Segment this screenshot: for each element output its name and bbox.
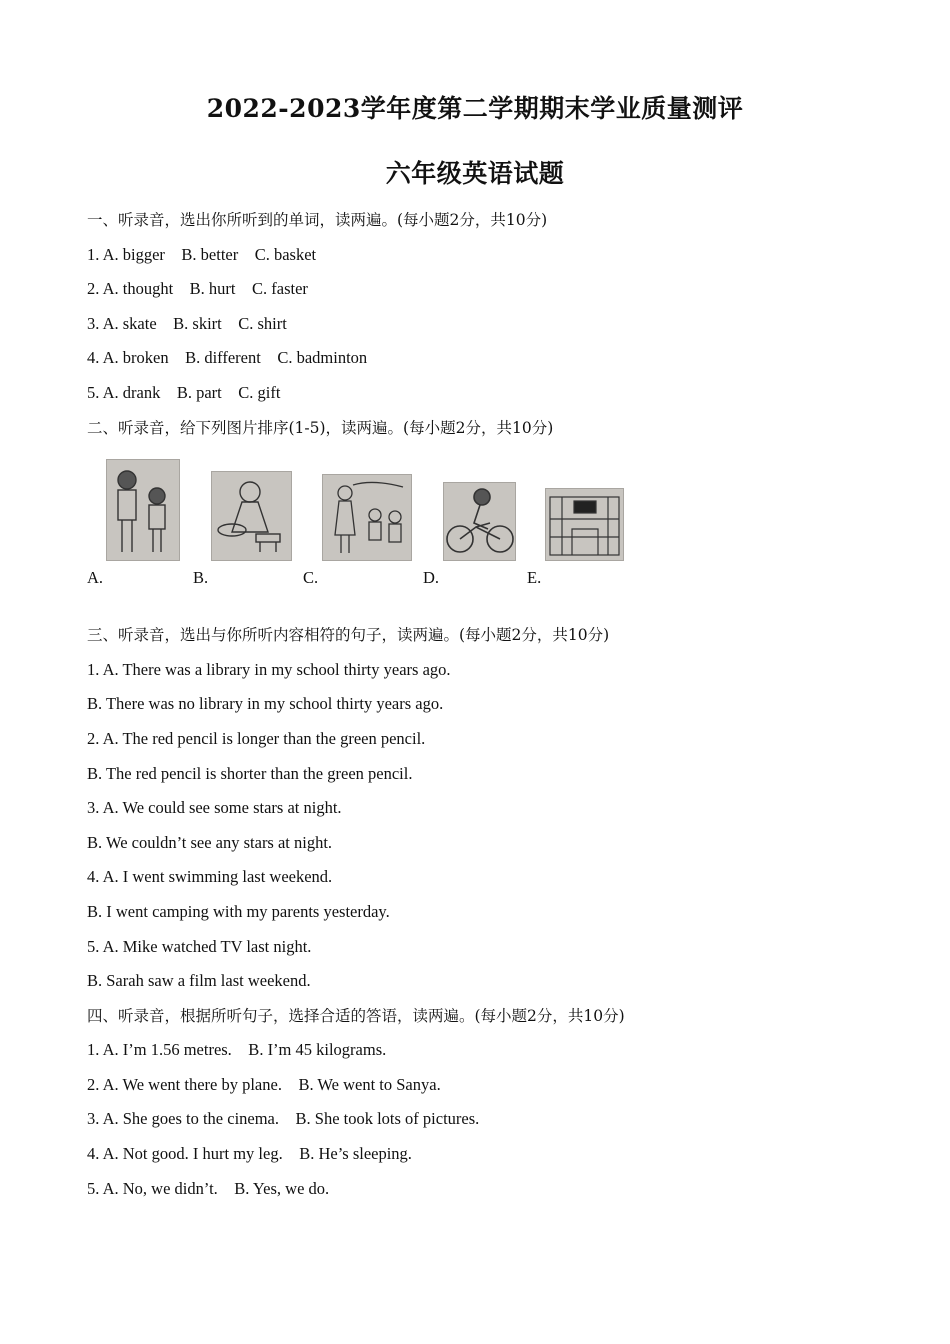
question-line: 4. A. I went swimming last weekend. <box>87 867 333 887</box>
question-line: 4. A. Not good. I hurt my leg. B. He’s sleeping. <box>87 1144 412 1164</box>
picture-label-e: E. <box>527 568 542 588</box>
question-line: B. The red pencil is shorter than the green pencil. <box>87 763 413 783</box>
question-line: 3. A. She goes to the cinema. B. She took lots of pictures. <box>87 1109 480 1129</box>
question-line: 3. A. skate B. skirt C. shirt <box>87 313 287 333</box>
teacher-and-children-picture <box>322 474 412 561</box>
section2-heading: 二、听录音，给下列图片排序(1-5)，读两遍。(每小题2分，共10分) <box>87 418 554 437</box>
question-line: 1. A. There was a library in my school thirty years ago. <box>87 659 451 679</box>
question-line: 4. A. broken B. different C. badminton <box>87 348 368 368</box>
exam-content <box>87 203 887 1206</box>
girl-washing-clothes-picture <box>211 471 292 561</box>
picture-label-a: A. <box>87 568 104 588</box>
two-boys-standing-picture <box>106 459 180 561</box>
question-line: B. I went camping with my parents yesterday. <box>87 901 390 921</box>
question-line: 1. A. bigger B. better C. basket <box>87 244 317 264</box>
question-line: 1. A. I’m 1.56 metres. B. I’m 45 kilograms. <box>87 1040 387 1060</box>
question-line: 2. A. The red pencil is longer than the green pencil. <box>87 728 426 748</box>
section4-heading: 四、听录音，根据所听句子，选择合适的答语，读两遍。(每小题2分，共10分) <box>87 1006 625 1025</box>
picture-label-b: B. <box>193 568 209 588</box>
question-line: 2. A. thought B. hurt C. faster <box>87 279 308 299</box>
question-line: B. Sarah saw a film last weekend. <box>87 971 311 991</box>
picture-label-c: C. <box>303 568 319 588</box>
question-line: 5. A. drank B. part C. gift <box>87 382 281 402</box>
page-subtitle: 六年级英语试题 <box>385 159 565 188</box>
question-line: 3. A. We could see some stars at night. <box>87 798 342 818</box>
school-building-picture <box>545 488 624 561</box>
section1-heading: 一、听录音，选出你所听到的单词，读两遍。(每小题2分，共10分) <box>87 211 548 229</box>
question-line: B. There was no library in my school thirty years ago. <box>87 694 444 714</box>
picture-label-d: D. <box>423 568 440 588</box>
question-line: B. We couldn’t see any stars at night. <box>87 832 333 852</box>
boy-riding-bike-picture <box>443 482 516 561</box>
question-line: 5. A. No, we didn’t. B. Yes, we do. <box>87 1178 330 1198</box>
page-title: 2022-2023学年度第二学期期末学业质量测评 <box>206 94 744 123</box>
question-line: 5. A. Mike watched TV last night. <box>87 936 312 956</box>
question-line: 2. A. We went there by plane. B. We went to Sanya. <box>87 1074 441 1094</box>
picture-row <box>87 445 887 618</box>
section3-heading: 三、听录音，选出与你所听内容相符的句子，读两遍。(每小题2分，共10分) <box>87 626 610 645</box>
